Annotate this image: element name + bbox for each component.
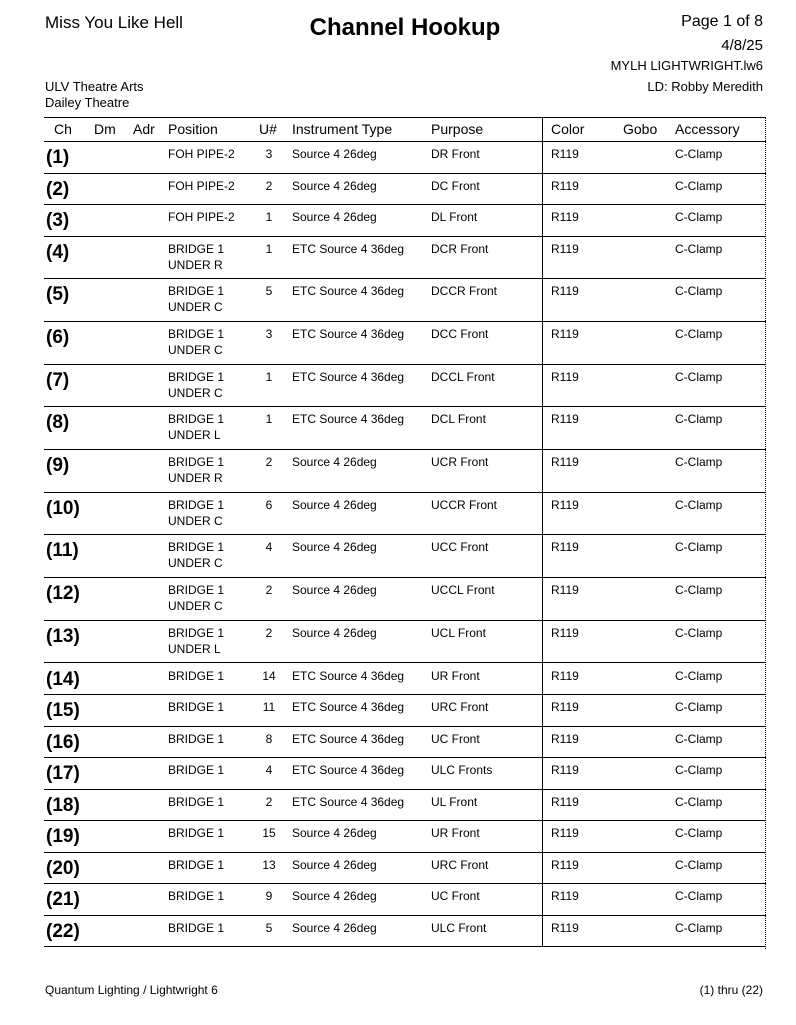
- purpose: ULC Front: [431, 920, 487, 935]
- col-header-accessory: Accessory: [675, 121, 740, 137]
- color: R119: [551, 540, 579, 555]
- channel-number: (5): [46, 284, 70, 306]
- table-row: [44, 821, 766, 853]
- position-line: BRIDGE 1: [168, 826, 225, 840]
- position-line: BRIDGE 1: [168, 763, 225, 777]
- color: R119: [551, 763, 579, 777]
- table-row: [44, 407, 766, 450]
- footer-software: Quantum Lighting / Lightwright 6: [45, 983, 218, 997]
- channel-number: (18): [46, 794, 80, 816]
- position-cell: [168, 762, 224, 778]
- table-row: [44, 535, 766, 578]
- position-cell: [168, 625, 224, 657]
- page-number: Page 1 of 8: [681, 13, 763, 30]
- position-line: UNDER C: [168, 556, 223, 571]
- position-line: UNDER L: [168, 641, 221, 656]
- instrument-type: ETC Source 4 36deg: [292, 412, 405, 427]
- channel-number: (9): [46, 455, 70, 476]
- position-line: UNDER L: [168, 428, 221, 443]
- unit-number: 15: [262, 826, 276, 840]
- position-line: UNDER C: [168, 300, 223, 315]
- channel-number: (21): [46, 889, 80, 910]
- position-line: UNDER R: [168, 257, 223, 272]
- instrument-type: Source 4 26deg: [292, 210, 377, 224]
- channel-number: (11): [46, 540, 79, 562]
- position-line: BRIDGE 1: [168, 284, 225, 299]
- purpose: UCCL Front: [431, 583, 495, 598]
- instrument-type: Source 4 26deg: [292, 920, 377, 935]
- unit-number: 5: [265, 284, 273, 299]
- position-cell: [168, 497, 224, 529]
- channel-number: (3): [46, 210, 70, 231]
- unit-number: 1: [265, 241, 273, 256]
- channel-number: (15): [46, 700, 80, 721]
- unit-number: 2: [265, 178, 273, 193]
- purpose: DC Front: [431, 178, 480, 193]
- position-cell: [168, 888, 224, 904]
- color: R119: [551, 794, 579, 809]
- color: R119: [551, 147, 579, 161]
- channel-number: (7): [46, 369, 70, 391]
- channel-number: (8): [46, 412, 70, 434]
- color: R119: [551, 412, 579, 427]
- unit-number: 2: [265, 794, 273, 809]
- col-header-purpose: Purpose: [431, 121, 484, 137]
- right-page-edge: [765, 117, 766, 949]
- color: R119: [551, 178, 579, 193]
- col-header-type: Instrument Type: [292, 121, 393, 137]
- accessory: C-Clamp: [675, 826, 723, 840]
- table-row: [44, 578, 766, 621]
- position-line: BRIDGE 1: [168, 241, 225, 256]
- instrument-type: ETC Source 4 36deg: [292, 284, 405, 299]
- purpose: DCL Front: [431, 412, 486, 427]
- position-cell: [168, 209, 235, 225]
- color: R119: [551, 583, 579, 598]
- unit-number: 4: [265, 540, 273, 555]
- position-line: BRIDGE 1: [168, 889, 225, 903]
- color: R119: [551, 455, 579, 469]
- accessory: C-Clamp: [675, 147, 723, 161]
- table-row: [44, 664, 766, 696]
- position-line: BRIDGE 1: [168, 412, 225, 427]
- table-row: [44, 237, 766, 280]
- table-row: [44, 916, 766, 948]
- instrument-type: Source 4 26deg: [292, 857, 377, 872]
- unit-number: 2: [265, 583, 273, 598]
- position-line: BRIDGE 1: [168, 540, 225, 555]
- position-line: BRIDGE 1: [168, 920, 225, 935]
- position-cell: [168, 146, 235, 162]
- table-row: [44, 142, 766, 174]
- accessory: C-Clamp: [675, 326, 723, 341]
- table-row: [44, 758, 766, 790]
- position-cell: [168, 539, 224, 571]
- accessory: C-Clamp: [675, 210, 723, 224]
- purpose: DCCL Front: [431, 369, 495, 384]
- report-date: 4/8/25: [721, 37, 763, 54]
- unit-number: 6: [265, 497, 273, 512]
- channel-number: (10): [46, 497, 80, 519]
- purpose: DL Front: [431, 210, 478, 224]
- position-line: FOH PIPE-2: [168, 210, 235, 224]
- channel-number: (22): [46, 920, 80, 942]
- accessory: C-Clamp: [675, 625, 723, 640]
- col-header-ch: Ch: [54, 121, 72, 137]
- position-line: BRIDGE 1: [168, 455, 225, 469]
- position-cell: [168, 454, 224, 486]
- color: R119: [551, 241, 579, 256]
- position-cell: [168, 178, 235, 194]
- instrument-type: Source 4 26deg: [292, 625, 377, 640]
- unit-number: 4: [265, 763, 273, 777]
- color: R119: [551, 210, 579, 224]
- file-name: MYLH LIGHTWRIGHT.lw6: [610, 58, 763, 73]
- position-line: BRIDGE 1: [168, 625, 225, 640]
- table-row: [44, 790, 766, 822]
- header-top-rule: [44, 117, 766, 118]
- instrument-type: Source 4 26deg: [292, 583, 377, 598]
- purpose: URC Front: [431, 700, 489, 714]
- position-cell: [168, 857, 224, 873]
- position-cell: [168, 241, 224, 273]
- purpose: DCR Front: [431, 241, 489, 256]
- table-row: [44, 365, 766, 408]
- accessory: C-Clamp: [675, 920, 723, 935]
- unit-number: 13: [262, 857, 276, 872]
- instrument-type: Source 4 26deg: [292, 455, 377, 469]
- unit-number: 3: [265, 147, 273, 161]
- table-row: [44, 174, 766, 206]
- unit-number: 1: [265, 412, 273, 427]
- position-cell: [168, 699, 224, 715]
- channel-number: (17): [46, 763, 80, 784]
- position-line: UNDER C: [168, 513, 223, 528]
- purpose: UCCR Front: [431, 497, 498, 512]
- position-line: UNDER C: [168, 342, 223, 357]
- position-cell: [168, 668, 224, 684]
- table-row: [44, 853, 766, 885]
- color: R119: [551, 497, 579, 512]
- lighting-designer: LD: Robby Meredith: [647, 79, 763, 94]
- accessory: C-Clamp: [675, 497, 723, 512]
- channel-number: (19): [46, 826, 80, 847]
- color: R119: [551, 889, 579, 903]
- color-column-divider: [542, 117, 543, 947]
- instrument-type: Source 4 26deg: [292, 178, 377, 193]
- instrument-type: ETC Source 4 36deg: [292, 731, 405, 746]
- color: R119: [551, 369, 579, 384]
- col-header-unit: U#: [259, 121, 277, 137]
- report-title: Channel Hookup: [309, 14, 501, 41]
- instrument-type: ETC Source 4 36deg: [292, 794, 405, 809]
- channel-number: (2): [46, 178, 70, 200]
- purpose: UR Front: [431, 668, 480, 683]
- col-header-position: Position: [168, 121, 218, 137]
- accessory: C-Clamp: [675, 241, 723, 256]
- purpose: DR Front: [431, 147, 480, 161]
- table-row: [44, 205, 766, 237]
- unit-number: 2: [265, 455, 273, 469]
- unit-number: 1: [265, 369, 273, 384]
- purpose: UC Front: [431, 731, 480, 746]
- position-cell: [168, 326, 224, 358]
- position-cell: [168, 283, 224, 315]
- position-line: UNDER C: [168, 385, 223, 400]
- accessory: C-Clamp: [675, 857, 723, 872]
- channel-number: (16): [46, 731, 80, 753]
- color: R119: [551, 284, 579, 299]
- accessory: C-Clamp: [675, 369, 723, 384]
- instrument-type: ETC Source 4 36deg: [292, 369, 405, 384]
- purpose: DCC Front: [431, 326, 489, 341]
- accessory: C-Clamp: [675, 583, 723, 598]
- position-line: BRIDGE 1: [168, 857, 225, 872]
- unit-number: 2: [265, 625, 273, 640]
- position-line: UNDER C: [168, 599, 223, 614]
- purpose: DCCR Front: [431, 284, 498, 299]
- position-cell: [168, 825, 224, 841]
- table-row: [44, 727, 766, 759]
- color: R119: [551, 700, 579, 714]
- accessory: C-Clamp: [675, 668, 723, 683]
- channel-number: (14): [46, 668, 80, 690]
- footer-range: (1) thru (22): [699, 983, 763, 997]
- instrument-type: ETC Source 4 36deg: [292, 763, 405, 777]
- col-header-adr: Adr: [133, 121, 155, 137]
- color: R119: [551, 731, 579, 746]
- color: R119: [551, 857, 579, 872]
- table-row: [44, 884, 766, 916]
- instrument-type: Source 4 26deg: [292, 540, 377, 555]
- instrument-type: Source 4 26deg: [292, 147, 377, 161]
- channel-number: (4): [46, 241, 70, 263]
- unit-number: 11: [262, 700, 276, 714]
- instrument-type: ETC Source 4 36deg: [292, 241, 405, 256]
- unit-number: 1: [265, 210, 273, 224]
- position-line: BRIDGE 1: [168, 583, 225, 598]
- position-cell: [168, 731, 224, 747]
- table-row: [44, 450, 766, 493]
- color: R119: [551, 668, 579, 683]
- table-row: [44, 493, 766, 536]
- accessory: C-Clamp: [675, 284, 723, 299]
- position-line: BRIDGE 1: [168, 731, 225, 746]
- unit-number: 8: [265, 731, 273, 746]
- position-line: FOH PIPE-2: [168, 178, 235, 193]
- position-line: BRIDGE 1: [168, 794, 225, 809]
- venue: Dailey Theatre: [45, 95, 130, 110]
- unit-number: 5: [265, 920, 273, 935]
- position-line: BRIDGE 1: [168, 326, 225, 341]
- col-header-color: Color: [551, 121, 585, 137]
- show-title: Miss You Like Hell: [45, 13, 183, 32]
- channel-number: (6): [46, 326, 70, 348]
- channel-number: (12): [46, 583, 80, 605]
- position-line: BRIDGE 1: [168, 497, 225, 512]
- purpose: ULC Fronts: [431, 763, 493, 777]
- organization: ULV Theatre Arts: [45, 79, 144, 94]
- position-line: UNDER R: [168, 471, 223, 485]
- channel-number: (13): [46, 625, 80, 647]
- accessory: C-Clamp: [675, 455, 723, 469]
- color: R119: [551, 326, 579, 341]
- instrument-type: Source 4 26deg: [292, 826, 377, 840]
- position-cell: [168, 369, 224, 401]
- position-line: FOH PIPE-2: [168, 147, 235, 161]
- instrument-type: ETC Source 4 36deg: [292, 326, 405, 341]
- accessory: C-Clamp: [675, 700, 723, 714]
- accessory: C-Clamp: [675, 178, 723, 193]
- instrument-type: ETC Source 4 36deg: [292, 700, 405, 714]
- channel-number: (20): [46, 857, 80, 879]
- instrument-type: ETC Source 4 36deg: [292, 668, 405, 683]
- channel-number: (1): [46, 147, 70, 168]
- color: R119: [551, 625, 579, 640]
- position-cell: [168, 794, 224, 810]
- color: R119: [551, 920, 579, 935]
- accessory: C-Clamp: [675, 889, 723, 903]
- table-row: [44, 322, 766, 365]
- purpose: UL Front: [431, 794, 478, 809]
- accessory: C-Clamp: [675, 794, 723, 809]
- purpose: UCC Front: [431, 540, 489, 555]
- accessory: C-Clamp: [675, 412, 723, 427]
- purpose: UR Front: [431, 826, 480, 840]
- position-cell: [168, 920, 224, 936]
- purpose: UCL Front: [431, 625, 486, 640]
- position-line: BRIDGE 1: [168, 700, 225, 714]
- purpose: UCR Front: [431, 455, 489, 469]
- accessory: C-Clamp: [675, 540, 723, 555]
- unit-number: 9: [265, 889, 273, 903]
- purpose: UC Front: [431, 889, 480, 903]
- table-row: [44, 695, 766, 727]
- col-header-dm: Dm: [94, 121, 116, 137]
- position-line: BRIDGE 1: [168, 668, 225, 683]
- instrument-type: Source 4 26deg: [292, 497, 377, 512]
- position-cell: [168, 411, 224, 443]
- purpose: URC Front: [431, 857, 489, 872]
- unit-number: 3: [265, 326, 273, 341]
- table-row: [44, 621, 766, 664]
- position-line: BRIDGE 1: [168, 369, 225, 384]
- accessory: C-Clamp: [675, 763, 723, 777]
- table-row: [44, 279, 766, 322]
- instrument-type: Source 4 26deg: [292, 889, 377, 903]
- unit-number: 14: [262, 668, 276, 683]
- accessory: C-Clamp: [675, 731, 723, 746]
- col-header-gobo: Gobo: [623, 121, 658, 137]
- color: R119: [551, 826, 579, 840]
- position-cell: [168, 582, 224, 614]
